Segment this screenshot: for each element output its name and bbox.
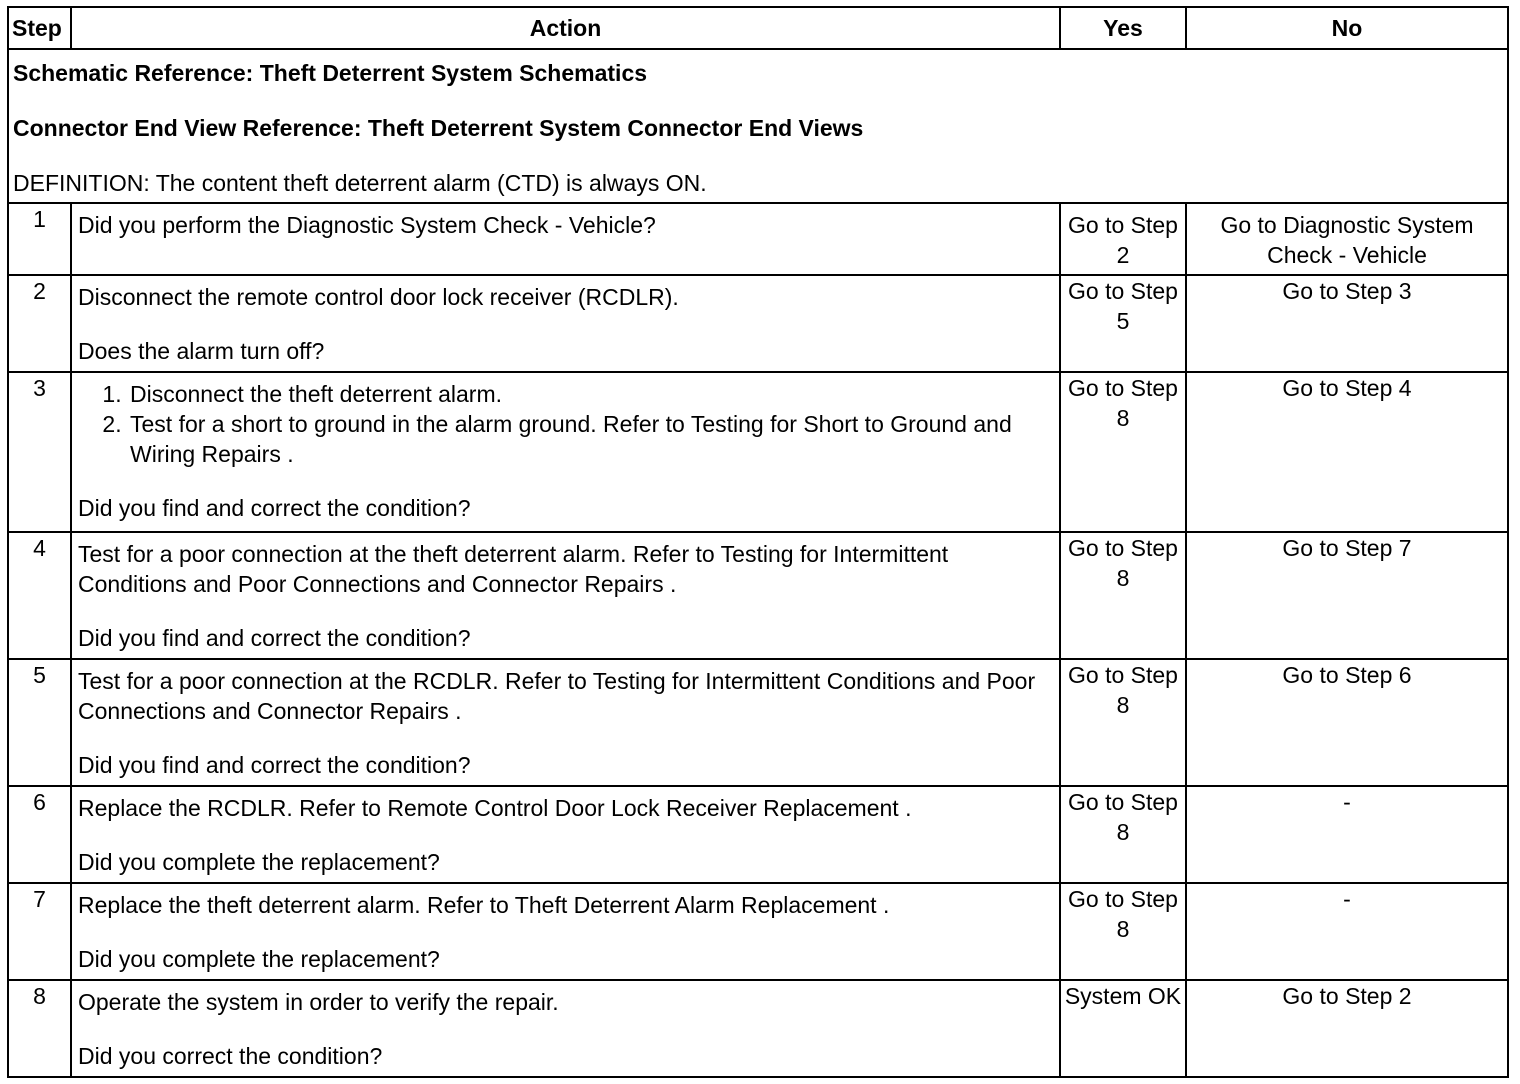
no-cell: Go to Step 3 — [1186, 275, 1508, 372]
diagnostic-table — [7, 6, 1509, 1078]
yes-cell: Go to Step 8 — [1060, 372, 1186, 532]
yes-cell: Go to Step 8 — [1060, 786, 1186, 883]
action-text: Test for a poor connection at the RCDLR. Refer to Testing for Intermittent Conditions and Poor Connections and Connector Repairs . — [78, 668, 1036, 724]
action-cell — [71, 275, 1060, 372]
table-row — [8, 980, 1508, 1077]
step-number: 5 — [8, 659, 71, 786]
yes-cell: Go to Step 5 — [1060, 275, 1186, 372]
question-text: Did you complete the replacement? — [78, 849, 440, 875]
action-text: Test for a poor connection at the theft deterrent alarm. Refer to Testing for Intermittent Conditions and Poor Connections and Connector Repairs . — [78, 541, 949, 597]
no-cell: Go to Step 4 — [1186, 372, 1508, 532]
yes-cell: Go to Step 8 — [1060, 883, 1186, 980]
table-row — [8, 203, 1508, 275]
definition: DEFINITION: The content theft deterrent alarm (CTD) is always ON. — [13, 170, 707, 196]
yes-cell: Go to Step 8 — [1060, 659, 1186, 786]
yes-cell: Go to Step 8 — [1060, 532, 1186, 659]
reference-cell — [8, 49, 1508, 203]
no-cell: Go to Step 6 — [1186, 659, 1508, 786]
step-number: 2 — [8, 275, 71, 372]
step-number: 1 — [8, 203, 71, 275]
step-number: 6 — [8, 786, 71, 883]
table-row — [8, 275, 1508, 372]
question-text: Did you correct the condition? — [78, 1043, 383, 1069]
no-cell: - — [1186, 786, 1508, 883]
schematic-reference: Schematic Reference: Theft Deterrent System Schematics — [13, 60, 648, 86]
no-cell: Go to Diagnostic System Check - Vehicle — [1186, 203, 1508, 275]
question-text: Did you complete the replacement? — [78, 946, 440, 972]
header-no: No — [1186, 7, 1508, 49]
question-text: Did you find and correct the condition? — [78, 625, 471, 651]
list-item: 2. Test for a short to ground in the alarm ground. Refer to Testing for Short to Ground and Wiring Repairs . — [128, 409, 1053, 469]
connector-reference: Connector End View Reference: Theft Deterrent System Connector End Views — [13, 115, 864, 141]
step-number: 4 — [8, 532, 71, 659]
yes-cell: Go to Step 2 — [1060, 203, 1186, 275]
reference-row — [8, 49, 1508, 203]
action-cell — [71, 659, 1060, 786]
step-number: 7 — [8, 883, 71, 980]
table-row — [8, 659, 1508, 786]
no-cell: - — [1186, 883, 1508, 980]
table-row — [8, 372, 1508, 532]
yes-cell: System OK — [1060, 980, 1186, 1077]
question-text: Did you find and correct the condition? — [78, 495, 471, 521]
action-text: Replace the RCDLR. Refer to Remote Control Door Lock Receiver Replacement . — [78, 795, 912, 821]
action-list — [78, 379, 1053, 469]
question-text: Does the alarm turn off? — [78, 338, 325, 364]
header-row — [8, 7, 1508, 49]
action-cell — [71, 980, 1060, 1077]
action-cell — [71, 883, 1060, 980]
action-text: Replace the theft deterrent alarm. Refer to Theft Deterrent Alarm Replacement . — [78, 892, 890, 918]
header-step: Step — [8, 7, 71, 49]
action-text: Did you perform the Diagnostic System Check - Vehicle? — [78, 212, 656, 238]
no-cell: Go to Step 7 — [1186, 532, 1508, 659]
action-text: Operate the system in order to verify the repair. — [78, 989, 559, 1015]
list-item: 1. Disconnect the theft deterrent alarm. — [128, 379, 1053, 409]
action-cell — [71, 532, 1060, 659]
table-row — [8, 883, 1508, 980]
action-cell — [71, 203, 1060, 275]
header-yes: Yes — [1060, 7, 1186, 49]
action-text: Disconnect the remote control door lock receiver (RCDLR). — [78, 284, 679, 310]
table-row — [8, 532, 1508, 659]
step-number: 3 — [8, 372, 71, 532]
header-action: Action — [71, 7, 1060, 49]
question-text: Did you find and correct the condition? — [78, 752, 471, 778]
table-row — [8, 786, 1508, 883]
action-cell — [71, 786, 1060, 883]
no-cell: Go to Step 2 — [1186, 980, 1508, 1077]
action-cell — [71, 372, 1060, 532]
step-number: 8 — [8, 980, 71, 1077]
